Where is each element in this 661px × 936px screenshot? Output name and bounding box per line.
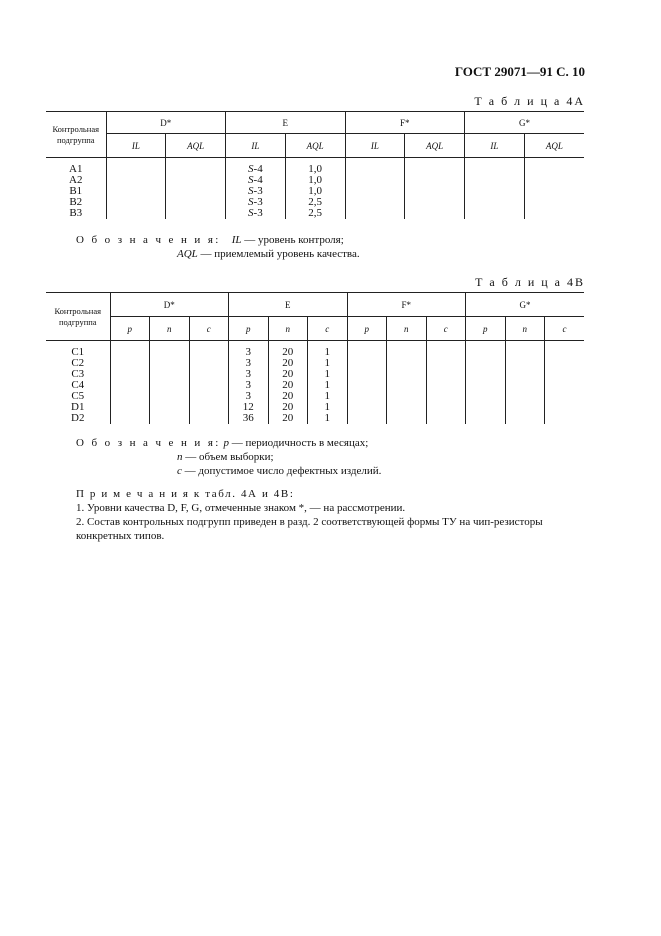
legend-text: — приемлемый уровень качества.: [197, 248, 360, 260]
table-cell: [387, 380, 427, 391]
table-cell: [345, 186, 405, 197]
table-cell: [545, 413, 585, 424]
table-cell: [347, 380, 387, 391]
table-row: [46, 402, 584, 413]
table-cell: 12: [229, 402, 269, 413]
table-cell: [106, 175, 166, 186]
table-cell: [505, 347, 545, 358]
table-cell: [545, 358, 585, 369]
table-cell: 3: [229, 358, 269, 369]
table-cell: [189, 369, 229, 380]
level-header-f: F*: [347, 293, 466, 317]
table-cell: [426, 347, 466, 358]
subcol-n: n: [150, 317, 190, 341]
notes: [76, 487, 584, 543]
table-cell: [524, 175, 584, 186]
subcol-il: IL: [106, 134, 166, 158]
table-cell: [405, 164, 465, 175]
table-cell: [505, 369, 545, 380]
table-cell: [426, 391, 466, 402]
table-cell: 1: [308, 391, 348, 402]
table-4a-caption: Т а б л и ц а 4А: [474, 94, 585, 108]
table-cell: [465, 197, 525, 208]
subcol-p: p: [347, 317, 387, 341]
level-header-f: F*: [345, 112, 465, 134]
table-cell: S-3: [226, 197, 286, 208]
subcol-p: p: [229, 317, 269, 341]
table-cell: [387, 413, 427, 424]
table-cell: [106, 186, 166, 197]
subcol-c: c: [308, 317, 348, 341]
table-cell: [466, 347, 506, 358]
table-cell: [387, 369, 427, 380]
table-cell: [347, 402, 387, 413]
table-cell: [110, 358, 150, 369]
table-cell: S-4: [226, 175, 286, 186]
legend-symbol: IL: [231, 234, 242, 246]
table-cell: 20: [268, 391, 308, 402]
legend-title: О б о з н а ч е н и я:: [76, 437, 221, 449]
table-cell: [505, 391, 545, 402]
table-cell: 3: [229, 347, 269, 358]
row-group-label: C5: [71, 390, 85, 402]
level-header-e: E: [229, 293, 348, 317]
table-cell: [465, 175, 525, 186]
table-cell: [150, 369, 190, 380]
table-cell: 1,0: [285, 175, 345, 186]
legend-symbol: n: [177, 451, 183, 463]
table-cell: [110, 413, 150, 424]
table-cell: 1: [308, 358, 348, 369]
table-cell: [405, 186, 465, 197]
table-cell: 3: [229, 380, 269, 391]
table-cell: 1: [308, 402, 348, 413]
table-cell: [150, 347, 190, 358]
table-cell: [189, 391, 229, 402]
legend-symbol: c: [177, 465, 182, 477]
subcol-c: c: [545, 317, 585, 341]
level-header-d: D*: [106, 112, 226, 134]
legend-symbol: p: [223, 437, 230, 449]
table-4b: [46, 292, 584, 424]
table-cell: S-3: [226, 208, 286, 219]
table-cell: [505, 380, 545, 391]
table-cell: [466, 402, 506, 413]
table-cell: [387, 347, 427, 358]
table-4b-caption: Т а б л и ц а 4В: [475, 275, 585, 289]
table-cell: [150, 380, 190, 391]
column-header-group: Контрольная подгруппа: [46, 293, 110, 341]
table-cell: [110, 391, 150, 402]
table-cell: [110, 369, 150, 380]
table-cell: [524, 186, 584, 197]
table-cell: [426, 380, 466, 391]
row-group-label: A1: [69, 163, 83, 175]
table-4a: [46, 111, 584, 219]
table-cell: [166, 175, 226, 186]
legend-text: — уровень контроля;: [241, 234, 344, 246]
table-cell: [524, 197, 584, 208]
table-cell: [189, 402, 229, 413]
legend-symbol: AQL: [177, 248, 198, 260]
table-cell: [345, 164, 405, 175]
table-cell: 1: [308, 347, 348, 358]
table-cell: [189, 358, 229, 369]
legend-4a: [76, 233, 360, 261]
table-cell: [189, 380, 229, 391]
table-cell: [505, 413, 545, 424]
table-cell: [465, 208, 525, 219]
table-cell: 1: [308, 369, 348, 380]
table-cell: 36: [229, 413, 269, 424]
legend-text: — объем выборки;: [182, 451, 274, 463]
table-cell: [426, 413, 466, 424]
subcol-c: c: [189, 317, 229, 341]
row-group-label: D1: [71, 401, 85, 413]
table-cell: [166, 186, 226, 197]
table-cell: [405, 208, 465, 219]
table-cell: 20: [268, 402, 308, 413]
subcol-aql: AQL: [166, 134, 226, 158]
subcol-p: p: [466, 317, 506, 341]
legend-title: О б о з н а ч е н и я:: [76, 234, 221, 246]
table-cell: [466, 369, 506, 380]
table-cell: [545, 347, 585, 358]
subcol-aql: AQL: [405, 134, 465, 158]
subcol-c: c: [426, 317, 466, 341]
subcol-p: p: [110, 317, 150, 341]
note-item: 1. Уровни качества D, F, G, отмеченные знаком *, — на рассмотрении.: [76, 502, 406, 514]
table-cell: [426, 402, 466, 413]
table-cell: [345, 208, 405, 219]
table-cell: [405, 197, 465, 208]
level-header-g: G*: [465, 112, 585, 134]
table-cell: [465, 186, 525, 197]
row-group-label: A2: [69, 174, 83, 186]
table-cell: 1: [308, 413, 348, 424]
note-item: 2. Состав контрольных подгрупп приведен в разд. 2 соответствующей формы ТУ на чип-резисторы конкретных типов.: [76, 516, 543, 542]
row-group-label: C3: [71, 368, 85, 380]
table-row: [46, 391, 584, 402]
table-cell: [405, 175, 465, 186]
table-cell: 2,5: [285, 197, 345, 208]
subcol-n: n: [268, 317, 308, 341]
legend-text: — периодичность в месяцах;: [229, 437, 369, 449]
row-group-label: B3: [69, 207, 83, 219]
table-cell: [505, 402, 545, 413]
table-cell: [150, 358, 190, 369]
table-cell: 1: [308, 380, 348, 391]
table-cell: [347, 391, 387, 402]
table-cell: [387, 391, 427, 402]
table-cell: S-4: [226, 164, 286, 175]
table-cell: [466, 413, 506, 424]
table-cell: [110, 347, 150, 358]
table-cell: [347, 347, 387, 358]
table-cell: [347, 358, 387, 369]
notes-title: П р и м е ч а н и я к табл. 4А и 4В:: [76, 488, 295, 500]
table-cell: [347, 413, 387, 424]
table-cell: [110, 380, 150, 391]
table-cell: [545, 369, 585, 380]
table-row: [46, 380, 584, 391]
table-cell: [465, 164, 525, 175]
legend-4b: [76, 436, 381, 478]
row-group-label: D2: [71, 412, 85, 424]
table-cell: 1,0: [285, 164, 345, 175]
table-cell: [110, 402, 150, 413]
table-cell: [545, 402, 585, 413]
table-row: [46, 208, 584, 219]
table-cell: [387, 358, 427, 369]
legend-text: — допустимое число дефектных изделий.: [181, 465, 382, 477]
row-group-label: B2: [69, 196, 83, 208]
row-group-label: C2: [71, 357, 85, 369]
table-cell: 20: [268, 347, 308, 358]
page-header: ГОСТ 29071—91 С. 10: [454, 64, 585, 79]
table-cell: [106, 208, 166, 219]
table-cell: [466, 380, 506, 391]
row-group-label: C1: [71, 346, 85, 358]
column-header-group: Контрольная подгруппа: [46, 112, 106, 158]
table-row: [46, 413, 584, 424]
table-row: [46, 369, 584, 380]
subcol-n: n: [387, 317, 427, 341]
subcol-aql: AQL: [524, 134, 584, 158]
table-cell: [150, 413, 190, 424]
table-cell: 20: [268, 413, 308, 424]
table-cell: [166, 164, 226, 175]
table-cell: [106, 164, 166, 175]
table-cell: 2,5: [285, 208, 345, 219]
table-cell: [189, 413, 229, 424]
table-cell: [426, 369, 466, 380]
subcol-il: IL: [345, 134, 405, 158]
table-cell: [347, 369, 387, 380]
table-cell: [387, 402, 427, 413]
table-cell: [545, 391, 585, 402]
subcol-aql: AQL: [285, 134, 345, 158]
table-cell: [524, 208, 584, 219]
table-cell: [189, 347, 229, 358]
table-cell: [106, 197, 166, 208]
table-cell: [345, 175, 405, 186]
row-group-label: B1: [69, 185, 83, 197]
table-cell: [150, 391, 190, 402]
table-cell: 1,0: [285, 186, 345, 197]
subcol-il: IL: [465, 134, 525, 158]
table-cell: [150, 402, 190, 413]
table-cell: 3: [229, 391, 269, 402]
table-cell: [524, 164, 584, 175]
table-cell: [426, 358, 466, 369]
subcol-n: n: [505, 317, 545, 341]
table-cell: 20: [268, 369, 308, 380]
table-cell: [505, 358, 545, 369]
table-cell: 20: [268, 380, 308, 391]
table-cell: [345, 197, 405, 208]
level-header-e: E: [226, 112, 346, 134]
level-header-d: D*: [110, 293, 229, 317]
table-cell: S-3: [226, 186, 286, 197]
table-cell: [466, 358, 506, 369]
row-group-label: C4: [71, 379, 85, 391]
table-cell: 3: [229, 369, 269, 380]
table-cell: 20: [268, 358, 308, 369]
table-cell: [545, 380, 585, 391]
level-header-g: G*: [466, 293, 585, 317]
subcol-il: IL: [226, 134, 286, 158]
table-cell: [166, 208, 226, 219]
table-cell: [466, 391, 506, 402]
table-row: [46, 347, 584, 358]
table-row: [46, 358, 584, 369]
table-cell: [166, 197, 226, 208]
